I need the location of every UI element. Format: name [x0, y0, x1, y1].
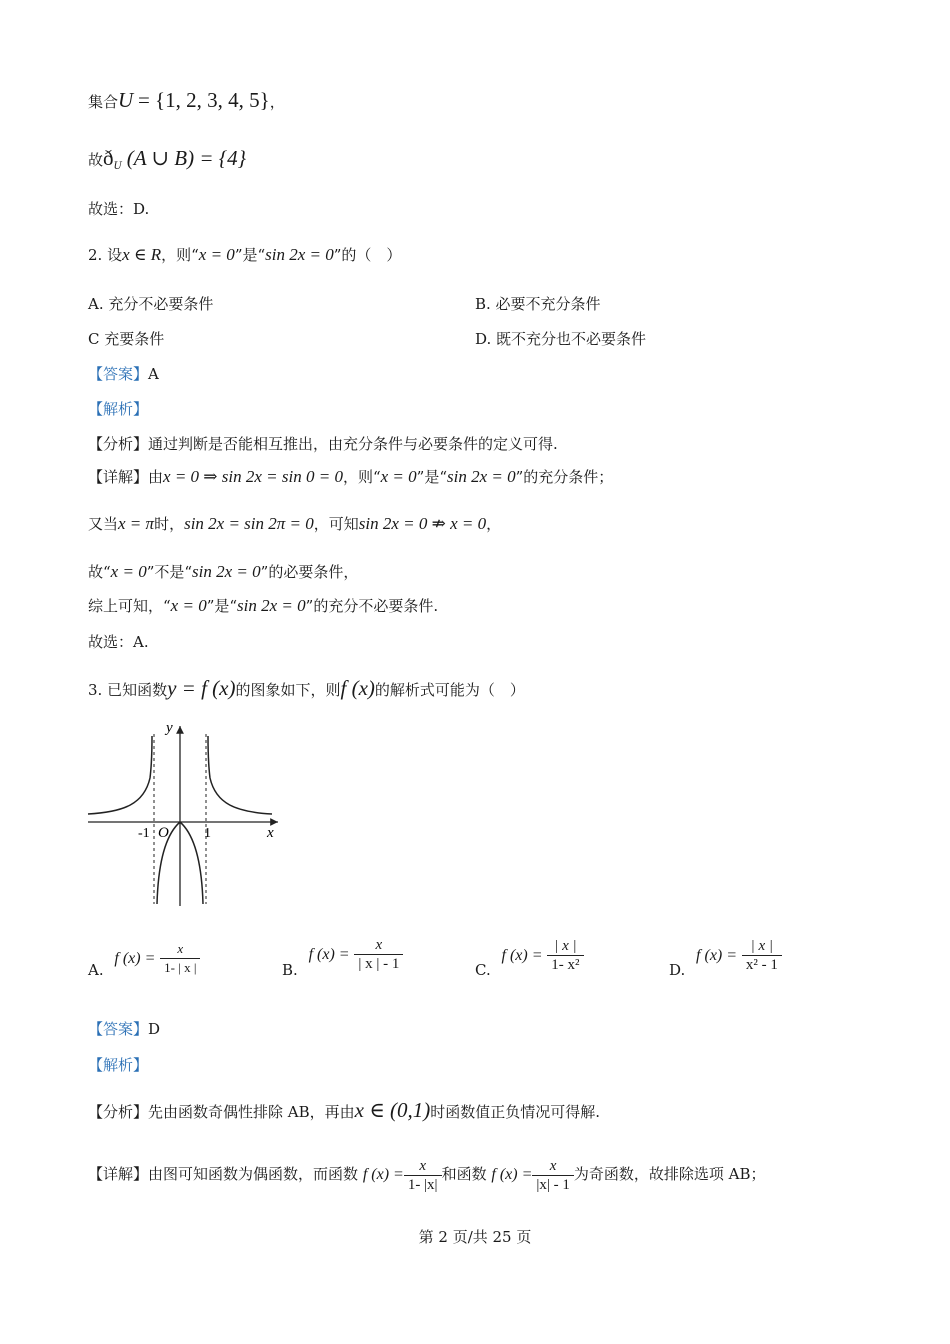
text: 时函数值正负情况可得解.: [430, 1103, 601, 1121]
q3-option-d: [669, 937, 782, 980]
question-2: [88, 245, 401, 265]
denominator: 1- x²: [551, 957, 580, 973]
text: 故: [88, 151, 104, 169]
math: f (x) =: [491, 1166, 533, 1183]
answer-value: A: [148, 365, 159, 383]
math: x ∈ (0,1): [354, 1098, 431, 1122]
analysis-heading-3: [88, 1055, 148, 1075]
math: sin 2x = 0: [265, 245, 334, 264]
text: ，: [486, 515, 502, 533]
choice-line: 故选：A.: [88, 633, 149, 651]
choice-line: 故选：D.: [88, 200, 150, 218]
text: 的图象如下，则: [235, 681, 341, 699]
fraction: [532, 1157, 574, 1194]
text: ”的必要条件，: [260, 563, 359, 581]
complement-symbol: ð: [103, 146, 114, 170]
y-label: y: [166, 720, 173, 736]
math: f (x) =: [308, 945, 350, 963]
analysis-3: [88, 1100, 600, 1122]
text: 为奇函数，故排除选项 AB；: [573, 1165, 766, 1183]
subscript: U: [113, 161, 122, 172]
math: x ∈ R: [122, 245, 162, 264]
detail-2: [88, 467, 613, 487]
fraction: [354, 936, 403, 973]
numerator: | x |: [742, 937, 782, 956]
math: f (x) =: [501, 946, 543, 964]
math-set: = {1, 2, 3, 4, 5}: [137, 88, 270, 112]
numerator: x: [532, 1157, 574, 1176]
fraction: [404, 1157, 442, 1194]
math: x = π: [118, 514, 155, 533]
math-var: U: [118, 88, 134, 112]
function-graph: [84, 718, 284, 910]
numerator: x: [354, 936, 403, 955]
detail-label: 【详解】: [88, 468, 149, 486]
text: 2. 设: [88, 246, 123, 264]
detail-3: [88, 1156, 766, 1194]
option-label: D.: [669, 961, 686, 979]
text: 又当: [88, 515, 119, 533]
page-footer: 第 2 页/共 25 页: [418, 1228, 532, 1246]
x-label: x: [267, 825, 274, 841]
option-label: B.: [282, 961, 298, 979]
math-expr: (A ∪ B) = {4}: [126, 146, 247, 170]
text: ，: [269, 93, 285, 111]
text: ，则“: [161, 246, 199, 264]
math: x = 0: [110, 562, 147, 581]
therefore-line: [88, 562, 358, 582]
option-a: A. 充分不必要条件: [88, 295, 214, 313]
analysis-tag: 【解析】: [88, 1056, 149, 1074]
answer-3: [88, 1019, 160, 1039]
option-b: B. 必要不充分条件: [475, 295, 601, 313]
math: f (x) =: [362, 1166, 404, 1183]
analysis-2: [88, 434, 558, 454]
curve-right: [208, 736, 272, 814]
denominator: | x | - 1: [358, 956, 400, 972]
q3-option-a: [88, 940, 200, 980]
text: 由图可知函数为偶函数，而函数: [148, 1165, 359, 1183]
math: f (x): [340, 676, 375, 700]
math: y = f (x): [167, 676, 236, 700]
denominator: 1- | x |: [164, 960, 197, 975]
math: f (x) =: [114, 949, 156, 967]
curve-left: [88, 736, 152, 814]
origin-label: O: [158, 825, 169, 841]
text: ”的充分不必要条件.: [305, 597, 439, 615]
summary-line: [88, 596, 438, 616]
fraction: [160, 940, 200, 977]
numerator: | x |: [547, 937, 583, 956]
fraction: [742, 937, 782, 974]
q3-option-c: [475, 937, 584, 980]
option-d: D. 既不充分也不必要条件: [475, 330, 647, 348]
text: 故“: [88, 563, 111, 581]
analysis-heading-2: [88, 399, 148, 419]
text: ”是“: [234, 246, 266, 264]
option-c: C 充要条件: [88, 330, 165, 348]
denominator: x² - 1: [745, 957, 778, 973]
tick-pos-1: 1: [204, 826, 211, 841]
text: 集合: [88, 93, 119, 111]
option-label: A.: [88, 961, 104, 979]
math: sin 2x = 0: [237, 596, 306, 615]
detail-label: 【详解】: [88, 1165, 149, 1183]
set-u-line: [88, 90, 285, 112]
answer-tag: 【答案】: [88, 1020, 149, 1038]
math: sin 2x = sin 2π = 0: [184, 514, 314, 533]
fraction: [547, 937, 583, 974]
text: ，则“: [342, 468, 381, 486]
analysis-tag: 【解析】: [88, 400, 149, 418]
text: 先由函数奇偶性排除 AB，再由: [148, 1103, 355, 1121]
text: 3. 已知函数: [88, 681, 168, 699]
text: 由: [148, 468, 164, 486]
q3-option-b: [282, 936, 403, 980]
text: 和函数: [441, 1165, 487, 1183]
math: x = 0: [380, 467, 417, 486]
denominator: |x| - 1: [536, 1176, 570, 1193]
also-line: [88, 514, 501, 534]
text: 时，: [154, 515, 185, 533]
text: ”的（ ）: [333, 246, 402, 264]
text: ”是“: [206, 597, 238, 615]
question-3: [88, 678, 525, 700]
analysis-label: 【分析】: [88, 1103, 149, 1121]
text: ”是“: [416, 468, 448, 486]
math: x = 0 ⇒ sin 2x = sin 0 = 0: [163, 467, 343, 486]
option-label: C.: [475, 961, 491, 979]
answer-tag: 【答案】: [88, 365, 149, 383]
math: sin 2x = 0: [192, 562, 261, 581]
math: sin 2x = 0 ⇏ x = 0: [358, 514, 487, 533]
tick-neg-1: -1: [138, 826, 150, 841]
math: x = 0: [198, 245, 235, 264]
numerator: x: [160, 940, 200, 959]
math: sin 2x = 0: [447, 467, 516, 486]
answer-2: [88, 364, 159, 384]
text: 综上可知，“: [88, 597, 171, 615]
math: f (x) =: [696, 946, 738, 964]
complement-line: [88, 148, 246, 177]
text: ，可知: [313, 515, 359, 533]
denominator: 1- |x|: [407, 1176, 438, 1193]
math: x = 0: [170, 596, 207, 615]
text: ”不是“: [146, 563, 193, 581]
answer-value: D: [148, 1020, 161, 1038]
numerator: x: [404, 1157, 442, 1176]
text: ”的充分条件；: [515, 468, 614, 486]
text: 的解析式可能为（ ）: [374, 681, 525, 699]
analysis-label: 【分析】: [88, 435, 149, 453]
text: 通过判断是否能相互推出，由充分条件与必要条件的定义可得.: [148, 435, 558, 453]
